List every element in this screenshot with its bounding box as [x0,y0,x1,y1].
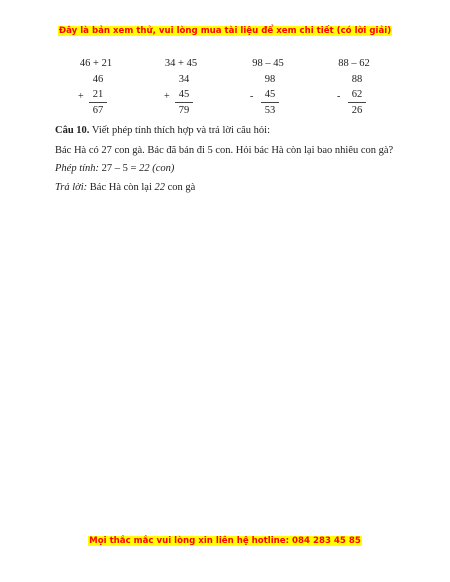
preview-notice-banner [0,26,450,36]
plus-sign: + [164,91,170,102]
minus-sign: - [337,91,341,102]
question-heading [55,125,270,136]
expression-2: 34 + 45 [164,58,198,69]
column-top-number: 34 [178,74,190,85]
expression-3: 98 – 45 [252,58,284,69]
hotline-banner [0,536,450,546]
column-top-number: 88 [351,74,363,85]
column-result: 53 [264,105,276,116]
column-bottom-number: 62 [351,89,363,100]
calculation-result: 22 (con) [139,163,175,174]
column-bottom-number: 45 [264,89,276,100]
answer-label: Trả lời: [55,182,88,193]
calculation-label: Phép tính: [55,163,100,174]
column-result: 79 [178,105,190,116]
question-label: Câu 10. [55,125,90,136]
column-rule [261,102,279,103]
minus-sign: - [250,91,254,102]
problem-statement: Bác Hà có 27 con gà. Bác đã bán đi 5 con. Hỏi bác Hà còn lại bao nhiêu con gà? [55,145,394,156]
expression-4: 88 – 62 [338,58,370,69]
question-instruction: Viết phép tính thích hợp và trả lời câu hỏi: [89,125,271,136]
calculation-expression: 27 – 5 = [99,163,140,174]
column-top-number: 46 [92,74,104,85]
column-top-number: 98 [264,74,276,85]
answer-text: Bác Hà còn lại [87,182,155,193]
calculation-line [55,163,174,174]
answer-number: 22 [154,182,166,193]
column-rule [175,102,193,103]
plus-sign: + [78,91,84,102]
preview-notice-text: Đây là bản xem thử, vui lòng mua tài liệu để xem chi tiết (có lời giải) [58,26,392,36]
expression-1: 46 + 21 [79,58,113,69]
column-bottom-number: 21 [92,89,104,100]
answer-line [55,182,195,193]
column-bottom-number: 45 [178,89,190,100]
column-result: 26 [351,105,363,116]
hotline-text: Mọi thắc mắc vui lòng xin liên hệ hotline: 084 283 45 85 [89,536,361,546]
column-rule [89,102,107,103]
column-result: 67 [92,105,104,116]
column-rule [348,102,366,103]
answer-unit: con gà [165,182,196,193]
